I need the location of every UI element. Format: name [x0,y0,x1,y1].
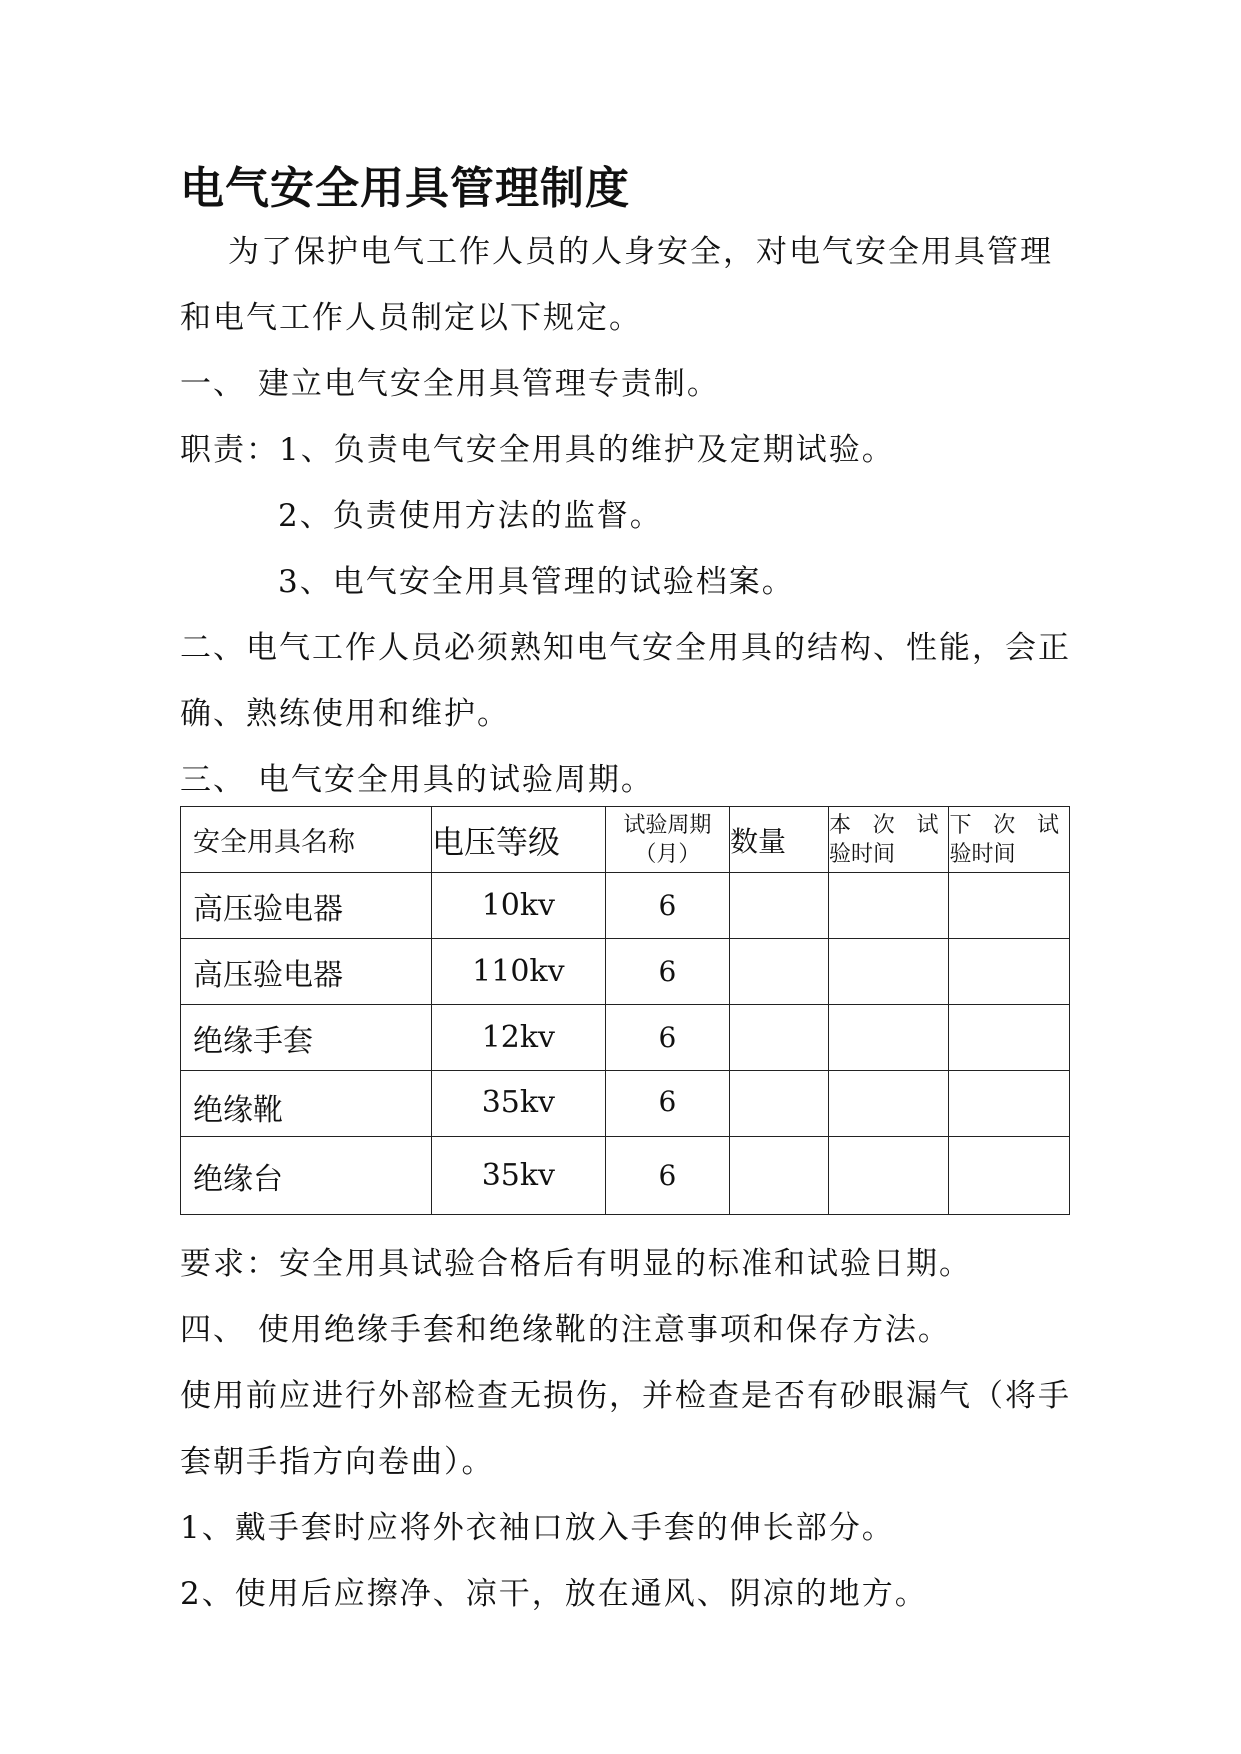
cell-tool-name: 高压验电器 [181,939,432,1005]
table-row [181,939,1070,1005]
cell-test-cycle: 6 [605,1005,729,1071]
header-quantity: 数量 [730,807,829,873]
table-row [181,1137,1070,1215]
section-2-line-1: 二、电气工作人员必须熟知电气安全用具的结构、性能，会正 [180,630,1071,666]
usage-line-2: 套朝手指方向卷曲）。 [180,1444,495,1480]
section-4-heading: 四、 使用绝缘手套和绝缘靴的注意事项和保存方法。 [180,1312,951,1348]
section-3-heading: 三、 电气安全用具的试验周期。 [180,762,654,798]
table-row [181,1071,1070,1137]
section-1-heading: 一、 建立电气安全用具管理专责制。 [180,366,720,402]
cell-voltage: 12kv [432,1005,606,1071]
header-this-test-time-line-1: 本次试 [829,812,939,838]
cell-quantity [730,939,829,1005]
cell-tool-name: 绝缘台 [181,1137,432,1215]
cell-this-test-time [829,873,949,939]
test-cycle-table [180,806,1070,1215]
document-title: 电气安全用具管理制度 [180,163,630,214]
cell-quantity [730,873,829,939]
header-this-test-time-line-2: 验时间 [829,841,896,867]
cell-next-test-time [949,1071,1070,1137]
header-voltage: 电压等级 [432,807,606,873]
usage-line-1: 使用前应进行外部检查无损伤，并检查是否有砂眼漏气（将手 [180,1378,1071,1414]
cell-test-cycle: 6 [605,939,729,1005]
header-next-test-time-line-2: 验时间 [949,841,1016,867]
header-tool-name: 安全用具名称 [181,807,432,873]
cell-this-test-time [829,1137,949,1215]
header-test-cycle-line-1: 试验周期 [623,812,712,838]
section-2-line-2: 确、熟练使用和维护。 [180,696,510,732]
intro-line-1: 为了保护电气工作人员的人身安全，对电气安全用具管理 [228,234,1053,270]
cell-tool-name: 绝缘手套 [181,1005,432,1071]
usage-item-2: 2、使用后应擦净、凉干，放在通风、阴凉的地方。 [180,1576,928,1612]
duty-item-1: 职责：1、负责电气安全用具的维护及定期试验。 [180,432,895,468]
cell-voltage: 110kv [432,939,606,1005]
cell-quantity [730,1137,829,1215]
usage-item-1: 1、戴手套时应将外衣袖口放入手套的伸长部分。 [180,1510,895,1546]
header-next-test-time-line-1: 下次试 [949,812,1059,838]
duty-item-2: 2、负责使用方法的监督。 [278,498,663,534]
cell-this-test-time [829,1071,949,1137]
cell-next-test-time [949,873,1070,939]
header-test-cycle-line-2: （月） [634,841,701,867]
table-header-row [181,807,1070,873]
cell-voltage: 10kv [432,873,606,939]
cell-next-test-time [949,1005,1070,1071]
cell-tool-name: 绝缘靴 [181,1071,432,1137]
requirement-text: 要求：安全用具试验合格后有明显的标准和试验日期。 [180,1246,972,1282]
cell-voltage: 35kv [432,1137,606,1215]
table-row [181,873,1070,939]
header-this-test-time [829,807,949,873]
header-test-cycle [605,807,729,873]
cell-test-cycle: 6 [605,1071,729,1137]
cell-test-cycle: 6 [605,1137,729,1215]
duty-item-3: 3、电气安全用具管理的试验档案。 [278,564,795,600]
cell-next-test-time [949,939,1070,1005]
cell-test-cycle: 6 [605,873,729,939]
cell-this-test-time [829,1005,949,1071]
intro-line-2: 和电气工作人员制定以下规定。 [180,300,642,336]
cell-voltage: 35kv [432,1071,606,1137]
cell-next-test-time [949,1137,1070,1215]
cell-tool-name: 高压验电器 [181,873,432,939]
cell-this-test-time [829,939,949,1005]
cell-quantity [730,1005,829,1071]
table-row [181,1005,1070,1071]
header-next-test-time [949,807,1070,873]
cell-quantity [730,1071,829,1137]
